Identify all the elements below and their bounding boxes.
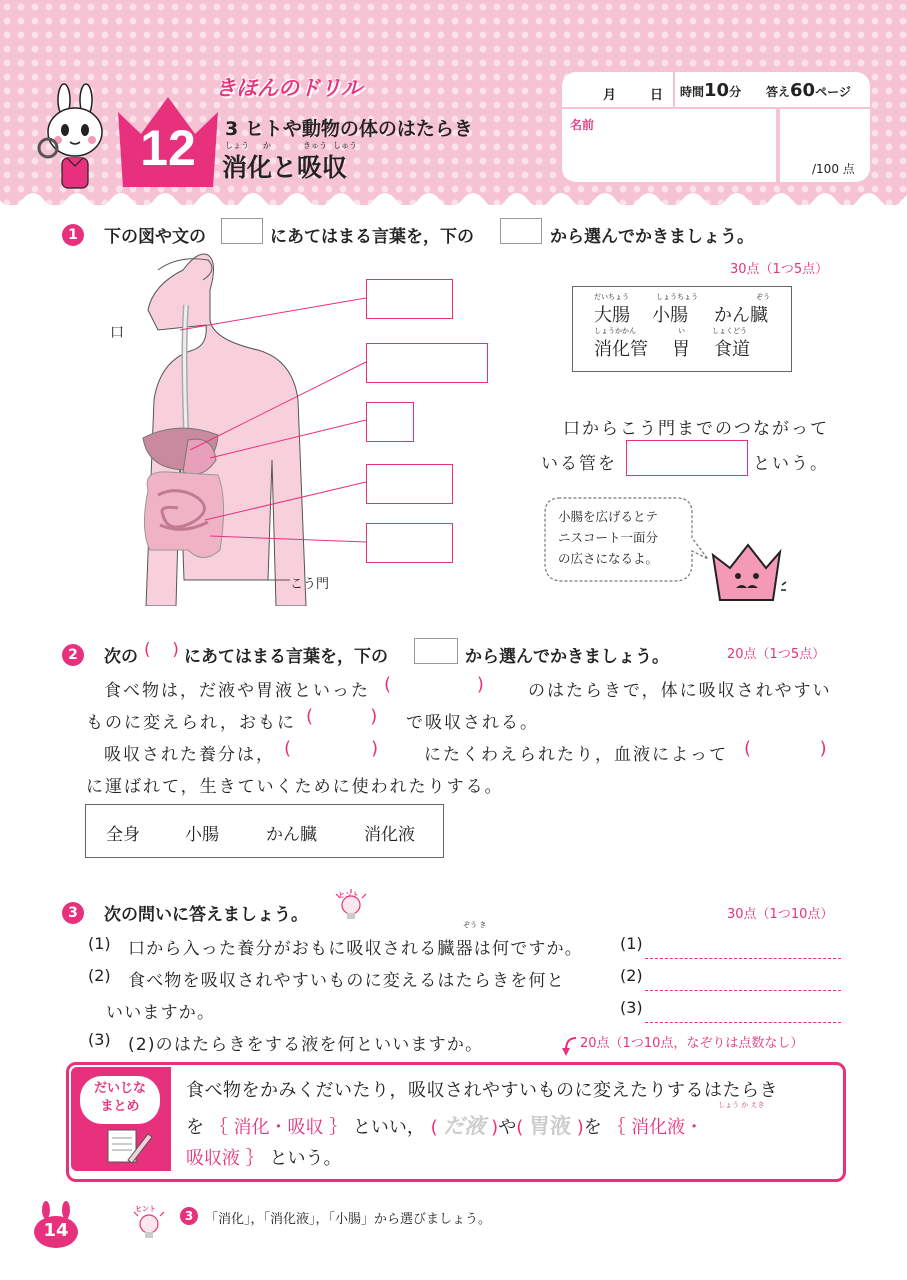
info-divider-v1 xyxy=(673,72,675,108)
q2-points: 20点（1つ5点） xyxy=(727,647,826,662)
answer-box-digestive-tract[interactable] xyxy=(626,440,748,476)
q2-instruction-a: 次の xyxy=(104,647,138,667)
footer-hint-text: 「消化」，「消化液」，「小腸」から選びましょう。 xyxy=(205,1212,492,1227)
q1-sample-wordbox xyxy=(500,218,542,244)
summary-points: 20点（1つ10点，なぞりは点数なし） xyxy=(580,1036,804,1051)
q3-item1-no: (1) xyxy=(88,934,111,953)
header-wave-edge xyxy=(0,190,907,220)
q2-line4: に運ばれて，生きていくために使われたりする。 xyxy=(86,777,504,797)
q2-instruction-c: から選んでかきましょう。 xyxy=(465,647,669,667)
q3-answer1-label: (1) xyxy=(620,934,643,953)
q2-sample-wordbox xyxy=(414,638,458,664)
summary-line1: 食べ物をかみくだいたり，吸収されやすいものに変えたりするはたらき xyxy=(186,1080,778,1101)
q1-sentence-a: 口からこう門までのつながって xyxy=(563,419,829,439)
q1-points: 30点（1つ5点） xyxy=(730,262,829,277)
speech-bubble-text: 小腸を広げるとテ ニスコート一面分 の広さになるよ。 xyxy=(558,509,659,566)
q3-item2-text-cont: いいますか。 xyxy=(106,1003,216,1023)
q2-line1-b: のはたらきで，体に吸収されやすい xyxy=(528,681,832,701)
name-label: 名前 xyxy=(570,118,595,132)
curved-arrow-icon xyxy=(560,1034,580,1058)
page-title: 消化と吸収 xyxy=(222,153,348,182)
q3-answer3-line[interactable] xyxy=(645,1022,841,1023)
q2-sample-paren: ( ) xyxy=(144,640,179,660)
q2-line2-b: で吸収される。 xyxy=(406,713,539,733)
q2-word-small-intestine: 小腸 xyxy=(185,825,219,845)
word-stomach: 胃 xyxy=(672,339,690,360)
q2-instruction-b: にあてはまる言葉を，下の xyxy=(184,647,388,667)
lesson-number: 12 xyxy=(140,120,196,176)
q1-instruction-c: から選んでかきましょう。 xyxy=(550,227,754,247)
score-label: /100 点 xyxy=(812,162,855,176)
q3-item2-no: (2) xyxy=(88,966,111,985)
word-digestive-tract: 消化管 xyxy=(594,339,648,360)
q3-item3-text: (2)のはたらきをする液を何といいますか。 xyxy=(128,1035,484,1055)
summary-badge: だいじな まとめ xyxy=(80,1076,160,1124)
answer-page-info: 答え60ページ xyxy=(766,80,851,101)
q3-item2-text: 食べ物を吸収されやすいものに変えるはたらきを何と xyxy=(128,971,565,991)
answer-box-large-intestine[interactable] xyxy=(366,464,453,504)
answer-box-esophagus[interactable] xyxy=(366,279,453,319)
q3-answer3-label: (3) xyxy=(620,998,643,1017)
summary-ruby: しょう か えき xyxy=(718,1101,765,1109)
q3-ruby-zouki: ぞう き xyxy=(463,921,487,929)
q2-blank-4[interactable]: ( ) xyxy=(744,738,827,759)
q2-blank-1[interactable]: ( ) xyxy=(384,674,484,695)
answer-box-liver[interactable] xyxy=(366,343,488,383)
summary-choice-1[interactable]: ｛ 消化・吸収 ｝ xyxy=(209,1117,348,1138)
word-large-intestine: 大腸 xyxy=(594,305,630,326)
q2-line2-a: ものに変えられ，おもに xyxy=(86,713,297,733)
q2-word-body: 全身 xyxy=(106,825,140,845)
q1-words-row1: だいちょう 大腸 しょうちょう 小腸 ぞう かん臓 xyxy=(594,293,770,326)
q1-instruction-b: にあてはまる言葉を，下の xyxy=(270,227,474,247)
q1-sentence-c: という。 xyxy=(753,454,829,474)
day-label: 日 xyxy=(650,88,664,103)
q2-blank-2[interactable]: ( ) xyxy=(306,706,378,727)
q3-answer2-line[interactable] xyxy=(645,990,841,991)
footer-hint-badge: ヒント xyxy=(135,1205,156,1213)
q3-item3-no: (3) xyxy=(88,1030,111,1049)
unit-title: 3 ヒトや動物の体のはたらき xyxy=(225,118,473,140)
title-ruby: しょう か きゅう しゅう xyxy=(225,141,357,150)
series-logo: きほんのドリル xyxy=(215,76,362,100)
pencil-note-icon xyxy=(104,1124,154,1166)
info-divider-h xyxy=(562,107,870,109)
q2-line3-b: にたくわえられたり，血液によって xyxy=(424,745,728,765)
word-small-intestine: 小腸 xyxy=(652,305,688,326)
q3-points: 30点（1つ10点） xyxy=(727,907,834,922)
time-info: 時間10分 xyxy=(680,80,742,101)
anus-label: こう門 xyxy=(290,577,330,592)
summary-line2: を ｛ 消化・吸収 ｝ といい， ( だ液 )や( 胃液 )を ｛ 消化液・ xyxy=(186,1114,704,1138)
q1-sentence-b: いる管を xyxy=(541,454,617,474)
q2-line3-a: 吸収された養分は， xyxy=(104,745,275,765)
word-liver: かん臓 xyxy=(714,305,768,326)
info-divider-v2 xyxy=(776,107,780,182)
name-field[interactable] xyxy=(572,114,770,176)
page-number: 14 xyxy=(43,1220,69,1241)
summary-trace-gastric-juice[interactable]: 胃液 xyxy=(528,1114,571,1138)
question-3-badge: 3 xyxy=(62,902,84,924)
q1-words-row2: しょうかかん 消化管 い 胃 しょくどう 食道 xyxy=(594,327,750,360)
q2-blank-3[interactable]: ( ) xyxy=(284,738,379,759)
crown-mascot-icon xyxy=(708,540,788,605)
q1-instruction-a: 下の図や文の xyxy=(104,227,206,247)
question-2-badge: 2 xyxy=(62,644,84,666)
summary-trace-saliva[interactable]: だ液 xyxy=(443,1114,486,1138)
word-esophagus: 食道 xyxy=(714,339,750,360)
q1-sample-blank xyxy=(221,218,263,244)
month-label: 月 xyxy=(603,88,617,103)
q2-word-digestive-juice: 消化液 xyxy=(364,825,415,845)
q3-answer1-line[interactable] xyxy=(645,958,841,959)
question-1-badge: 1 xyxy=(62,224,84,246)
q2-line1-a: 食べ物は，だ液や胃液といった xyxy=(104,681,370,701)
mouth-label: 口 xyxy=(110,325,124,341)
answer-box-small-intestine[interactable] xyxy=(366,523,453,563)
summary-choice-2a[interactable]: ｛ 消化液・ xyxy=(607,1117,704,1138)
summary-line3: 吸収液 ｝ という。 xyxy=(186,1148,342,1169)
footer-hint-number: 3 xyxy=(180,1207,198,1225)
summary-choice-2b[interactable]: 吸収液 ｝ xyxy=(186,1148,264,1169)
q2-word-liver: かん臓 xyxy=(266,825,317,845)
q3-answer2-label: (2) xyxy=(620,966,643,985)
q3-hint-badge: ヒント xyxy=(338,891,359,899)
q3-instruction: 次の問いに答えましょう。 xyxy=(104,905,308,925)
mascot-character-icon xyxy=(30,80,120,195)
q3-item1-text: 口から入った養分がおもに吸収される臓器は何ですか。 xyxy=(128,939,583,959)
answer-box-stomach[interactable] xyxy=(366,402,414,442)
